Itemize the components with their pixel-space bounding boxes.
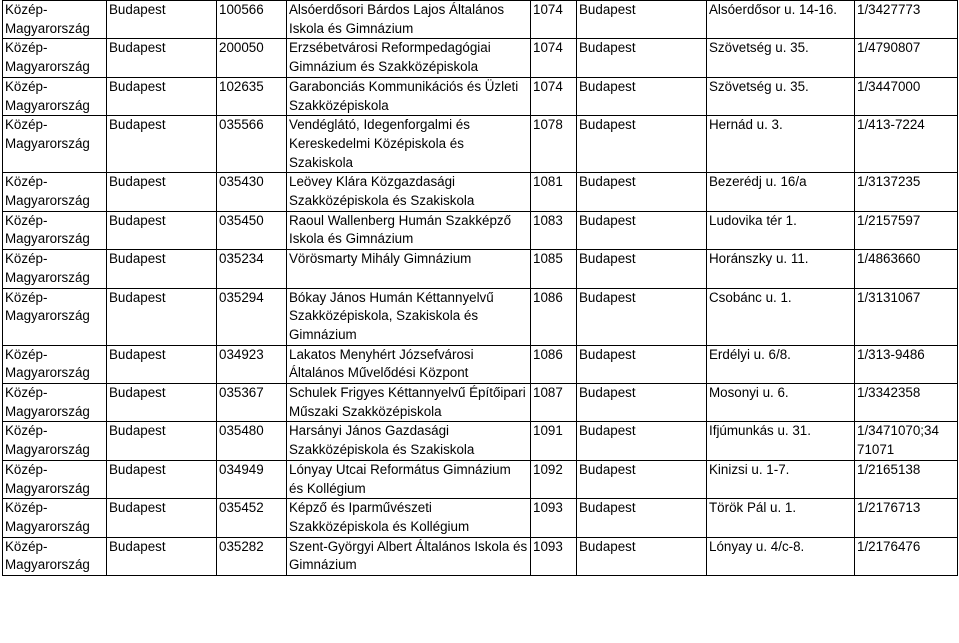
cell-id: 035367 [217,384,287,422]
cell-region: Közép-Magyarország [3,288,107,345]
cell-city-address: Budapest [577,537,707,575]
cell-zip: 1081 [531,173,577,211]
cell-city: Budapest [107,460,217,498]
cell-city: Budapest [107,173,217,211]
cell-zip: 1092 [531,460,577,498]
cell-region: Közép-Magyarország [3,460,107,498]
cell-zip: 1093 [531,499,577,537]
cell-school-name: Lónyay Utcai Református Gimnázium és Kollégium [287,460,531,498]
cell-address: Szövetség u. 35. [707,39,855,77]
cell-id: 035234 [217,250,287,288]
cell-id: 034923 [217,345,287,383]
cell-address: Horánszky u. 11. [707,250,855,288]
table-row [3,250,958,288]
cell-address: Ludovika tér 1. [707,211,855,249]
cell-id: 035430 [217,173,287,211]
table-row [3,345,958,383]
table-row [3,460,958,498]
cell-region: Közép-Magyarország [3,345,107,383]
table-row [3,1,958,39]
table-body [3,1,958,576]
cell-zip: 1074 [531,1,577,39]
cell-city-address: Budapest [577,116,707,173]
cell-city: Budapest [107,250,217,288]
cell-zip: 1083 [531,211,577,249]
cell-school-name: Harsányi János Gazdasági Szakközépiskola és Szakiskola [287,422,531,460]
cell-city-address: Budapest [577,345,707,383]
cell-id: 102635 [217,77,287,115]
cell-address: Bezerédj u. 16/a [707,173,855,211]
cell-zip: 1074 [531,77,577,115]
table-row [3,499,958,537]
school-table [2,0,958,576]
cell-zip: 1093 [531,537,577,575]
cell-phone: 1/2165138 [855,460,958,498]
cell-address: Török Pál u. 1. [707,499,855,537]
cell-address: Lónyay u. 4/c-8. [707,537,855,575]
cell-id: 035294 [217,288,287,345]
table-row [3,39,958,77]
cell-region: Közép-Magyarország [3,77,107,115]
cell-region: Közép-Magyarország [3,39,107,77]
cell-school-name: Garabonciás Kommunikációs és Üzleti Szakközépiskola [287,77,531,115]
cell-school-name: Képző és Iparművészeti Szakközépiskola és Kollégium [287,499,531,537]
cell-address: Alsóerdősor u. 14-16. [707,1,855,39]
cell-address: Hernád u. 3. [707,116,855,173]
cell-zip: 1086 [531,288,577,345]
cell-school-name: Lakatos Menyhért Józsefvárosi Általános Művelődési Központ [287,345,531,383]
cell-school-name: Alsóerdősori Bárdos Lajos Általános Iskola és Gimnázium [287,1,531,39]
cell-id: 100566 [217,1,287,39]
cell-zip: 1085 [531,250,577,288]
cell-zip: 1091 [531,422,577,460]
table-row [3,288,958,345]
cell-id: 035450 [217,211,287,249]
table-row [3,384,958,422]
cell-region: Közép-Magyarország [3,173,107,211]
cell-id: 034949 [217,460,287,498]
cell-city: Budapest [107,537,217,575]
cell-id: 035566 [217,116,287,173]
cell-region: Közép-Magyarország [3,537,107,575]
cell-school-name: Raoul Wallenberg Humán Szakképző Iskola és Gimnázium [287,211,531,249]
cell-address: Szövetség u. 35. [707,77,855,115]
cell-city: Budapest [107,211,217,249]
cell-zip: 1078 [531,116,577,173]
cell-school-name: Vörösmarty Mihály Gimnázium [287,250,531,288]
cell-school-name: Erzsébetvárosi Reformpedagógiai Gimnázium és Szakközépiskola [287,39,531,77]
cell-city-address: Budapest [577,39,707,77]
cell-id: 200050 [217,39,287,77]
cell-city-address: Budapest [577,211,707,249]
cell-city-address: Budapest [577,173,707,211]
cell-phone: 1/3427773 [855,1,958,39]
cell-city-address: Budapest [577,422,707,460]
cell-id: 035452 [217,499,287,537]
cell-city-address: Budapest [577,384,707,422]
cell-region: Közép-Magyarország [3,211,107,249]
cell-city: Budapest [107,116,217,173]
cell-city: Budapest [107,39,217,77]
cell-phone: 1/313-9486 [855,345,958,383]
cell-city: Budapest [107,384,217,422]
cell-phone: 1/2176713 [855,499,958,537]
table-row [3,537,958,575]
cell-city: Budapest [107,1,217,39]
cell-city: Budapest [107,499,217,537]
cell-address: Erdélyi u. 6/8. [707,345,855,383]
cell-city-address: Budapest [577,460,707,498]
cell-school-name: Bókay János Humán Kéttannyelvű Szakközépiskola, Szakiskola és Gimnázium [287,288,531,345]
table-row [3,116,958,173]
table-row [3,422,958,460]
cell-region: Közép-Magyarország [3,1,107,39]
cell-phone: 1/3137235 [855,173,958,211]
cell-region: Közép-Magyarország [3,384,107,422]
cell-city-address: Budapest [577,288,707,345]
cell-region: Közép-Magyarország [3,250,107,288]
cell-city-address: Budapest [577,1,707,39]
cell-school-name: Vendéglátó, Idegenforgalmi és Kereskedelmi Középiskola és Szakiskola [287,116,531,173]
cell-phone: 1/4790807 [855,39,958,77]
cell-id: 035480 [217,422,287,460]
cell-phone: 1/4863660 [855,250,958,288]
cell-zip: 1074 [531,39,577,77]
cell-city: Budapest [107,345,217,383]
cell-phone: 1/2157597 [855,211,958,249]
cell-city-address: Budapest [577,250,707,288]
table-row [3,77,958,115]
cell-address: Ifjúmunkás u. 31. [707,422,855,460]
cell-phone: 1/3471070;34 71071 [855,422,958,460]
table-row [3,173,958,211]
cell-zip: 1087 [531,384,577,422]
cell-id: 035282 [217,537,287,575]
cell-school-name: Leövey Klára Közgazdasági Szakközépiskola és Szakiskola [287,173,531,211]
cell-school-name: Schulek Frigyes Kéttannyelvű Építőipari Műszaki Szakközépiskola [287,384,531,422]
cell-phone: 1/3447000 [855,77,958,115]
table-row [3,211,958,249]
cell-region: Közép-Magyarország [3,116,107,173]
cell-address: Mosonyi u. 6. [707,384,855,422]
cell-region: Közép-Magyarország [3,499,107,537]
cell-city: Budapest [107,288,217,345]
cell-city: Budapest [107,77,217,115]
cell-city-address: Budapest [577,499,707,537]
cell-city: Budapest [107,422,217,460]
cell-city-address: Budapest [577,77,707,115]
cell-phone: 1/413-7224 [855,116,958,173]
cell-region: Közép-Magyarország [3,422,107,460]
cell-school-name: Szent-Györgyi Albert Általános Iskola és Gimnázium [287,537,531,575]
cell-phone: 1/2176476 [855,537,958,575]
cell-address: Csobánc u. 1. [707,288,855,345]
cell-zip: 1086 [531,345,577,383]
cell-phone: 1/3131067 [855,288,958,345]
cell-address: Kinizsi u. 1-7. [707,460,855,498]
cell-phone: 1/3342358 [855,384,958,422]
